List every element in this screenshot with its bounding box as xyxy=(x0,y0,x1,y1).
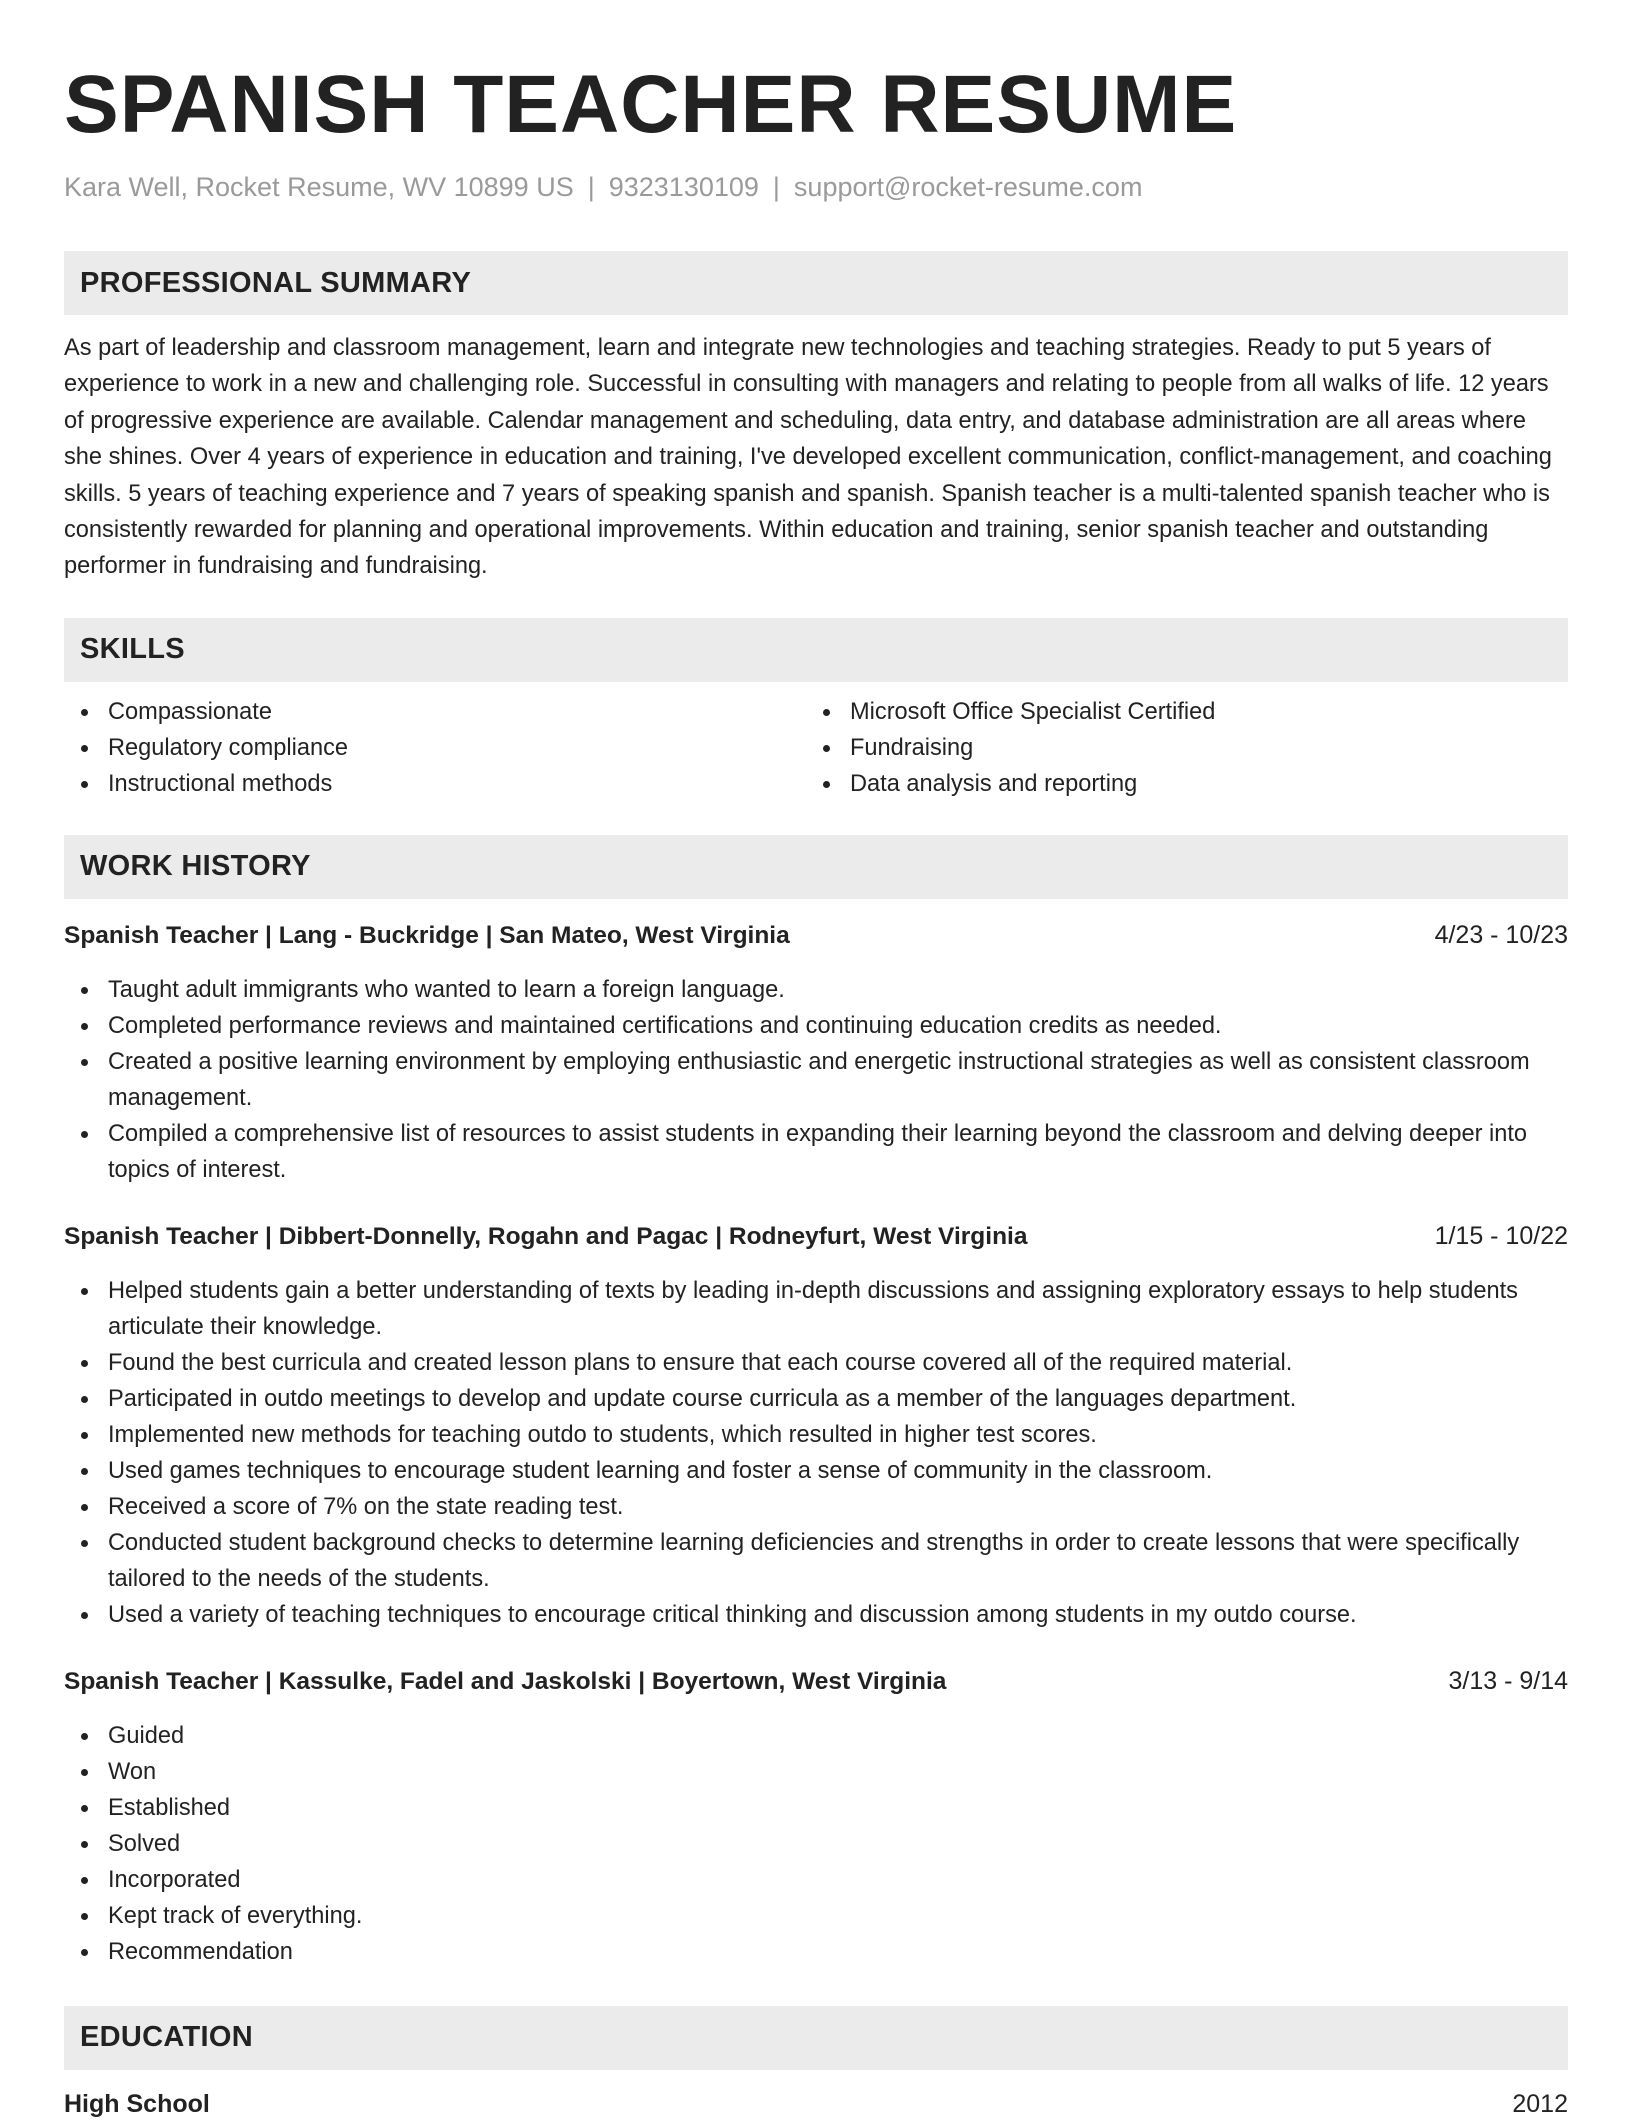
skill-item: Data analysis and reporting xyxy=(806,766,1568,802)
education-school: High School xyxy=(64,2089,210,2118)
section-header-work-history: WORK HISTORY xyxy=(64,835,1568,899)
education-entry xyxy=(64,2086,1568,2122)
job-bullet: Conducted student background checks to determine learning deficiencies and strengths in order to create lessons that were specifically tailored to the needs of the students. xyxy=(64,1525,1568,1597)
job-bullets xyxy=(64,1273,1568,1633)
job-header xyxy=(64,917,1568,954)
job-entry xyxy=(64,1663,1568,1970)
job-title: Spanish Teacher | Kassulke, Fadel and Jaskolski | Boyertown, West Virginia xyxy=(64,1667,947,1695)
job-bullet: Recommendation xyxy=(64,1934,1568,1970)
job-title: Spanish Teacher | Dibbert-Donnelly, Rogahn and Pagac | Rodneyfurt, West Virginia xyxy=(64,1222,1028,1250)
job-bullet: Received a score of 7% on the state reading test. xyxy=(64,1489,1568,1525)
job-bullet: Kept track of everything. xyxy=(64,1898,1568,1934)
contact-email: support@rocket-resume.com xyxy=(793,172,1143,202)
skill-item: Instructional methods xyxy=(64,766,806,802)
job-bullet: Implemented new methods for teaching outdo to students, which resulted in higher test scores. xyxy=(64,1417,1568,1453)
skill-item: Fundraising xyxy=(806,730,1568,766)
section-header-skills: SKILLS xyxy=(64,618,1568,682)
contact-separator: | xyxy=(772,172,780,202)
job-bullet: Compiled a comprehensive list of resources to assist students in expanding their learning beyond the classroom and delving deeper into topics of interest. xyxy=(64,1116,1568,1188)
skill-item: Microsoft Office Specialist Certified xyxy=(806,694,1568,730)
job-bullet: Used games techniques to encourage student learning and foster a sense of community in the classroom. xyxy=(64,1453,1568,1489)
contact-address: Kara Well, Rocket Resume, WV 10899 US xyxy=(64,172,574,202)
job-bullet: Used a variety of teaching techniques to encourage critical thinking and discussion among students in my outdo course. xyxy=(64,1597,1568,1633)
job-bullet: Guided xyxy=(64,1718,1568,1754)
resume-title: SPANISH TEACHER RESUME xyxy=(64,59,1238,150)
skills-list xyxy=(64,694,1568,802)
job-bullet: Incorporated xyxy=(64,1862,1568,1898)
skills-column-right xyxy=(806,694,1568,802)
job-bullet: Helped students gain a better understanding of texts by leading in-depth discussions and assigning exploratory essays to help students articulate their knowledge. xyxy=(64,1273,1568,1345)
education-year: 2012 xyxy=(1512,2089,1568,2118)
job-bullet: Established xyxy=(64,1790,1568,1826)
job-bullet: Taught adult immigrants who wanted to learn a foreign language. xyxy=(64,972,1568,1008)
section-header-education: EDUCATION xyxy=(64,2006,1568,2070)
contact-phone: 9323130109 xyxy=(608,172,759,202)
contact-separator: | xyxy=(587,172,595,202)
job-title: Spanish Teacher | Lang - Buckridge | San Mateo, West Virginia xyxy=(64,921,790,949)
job-bullets xyxy=(64,972,1568,1188)
job-entry xyxy=(64,917,1568,1188)
summary-text: As part of leadership and classroom management, learn and integrate new technologies and teaching strategies. Ready to put 5 years of experience to work in a new and challenging role. Successful in consulting with managers and relating to people from all walks of life. 12 years of progressive experience are available. Calendar management and scheduling, data entry, and database administration are all areas where she shines. Over 4 years of experience in education and training, I've developed excellent communication, conflict-management, and coaching skills. 5 years of teaching experience and 7 years of speaking spanish and spanish. Spanish teacher is a multi-talented spanish teacher who is consistently rewarded for planning and operational improvements. Within education and training, senior spanish teacher and outstanding performer in fundraising and fundraising. xyxy=(64,335,1552,580)
skill-item: Compassionate xyxy=(64,694,806,730)
job-bullet: Won xyxy=(64,1754,1568,1790)
job-dates: 3/13 - 9/14 xyxy=(1448,1666,1568,1695)
job-bullet: Participated in outdo meetings to develop and update course curricula as a member of the languages department. xyxy=(64,1381,1568,1417)
section-header-summary: PROFESSIONAL SUMMARY xyxy=(64,251,1568,315)
skills-column-left xyxy=(64,694,806,802)
contact-line xyxy=(64,170,1568,204)
job-dates: 1/15 - 10/22 xyxy=(1434,1221,1568,1250)
job-bullets xyxy=(64,1718,1568,1970)
job-header xyxy=(64,1218,1568,1255)
job-dates: 4/23 - 10/23 xyxy=(1434,920,1568,949)
job-entry xyxy=(64,1218,1568,1633)
job-bullet: Solved xyxy=(64,1826,1568,1862)
skill-item: Regulatory compliance xyxy=(64,730,806,766)
job-header xyxy=(64,1663,1568,1700)
job-bullet: Created a positive learning environment by employing enthusiastic and energetic instructional strategies as well as consistent classroom management. xyxy=(64,1044,1568,1116)
job-bullet: Found the best curricula and created lesson plans to ensure that each course covered all of the required material. xyxy=(64,1345,1568,1381)
job-bullet: Completed performance reviews and maintained certifications and continuing education credits as needed. xyxy=(64,1008,1568,1044)
